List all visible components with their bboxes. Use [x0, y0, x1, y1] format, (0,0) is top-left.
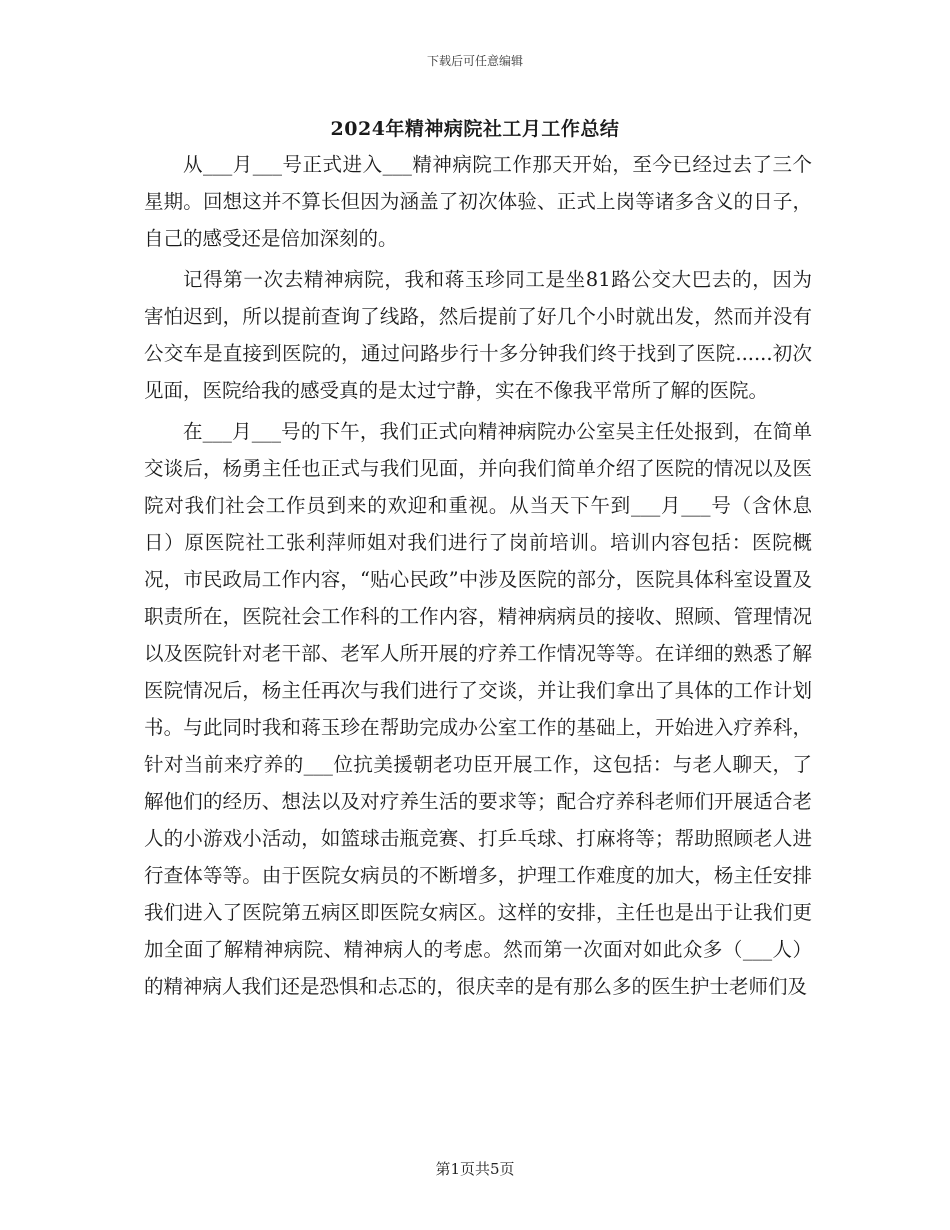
document-title: 2024年精神病院社工月工作总结 [330, 118, 620, 140]
paragraph: 记得第一次去精神病院，我和蒋玉珍同工是坐81路公交大巴去的，因为害怕迟到，所以提前查询了线路，然后提前了好几个小时就出发，然而并没有公交车是直接到医院的，通过问路步行十多分钟我们终于找到了医院......初次见面，医院给我的感受真的是太过宁静，实在不像我平常所了解的医院。 [144, 268, 812, 402]
document-body [144, 146, 812, 1009]
paragraph: 在___月___号的下午，我们正式向精神病院办公室吴主任处报到，在简单交谈后，杨勇主任也正式与我们见面，并向我们简单介绍了医院的情况以及医院对我们社会工作员到来的欢迎和重视。从当天下午到___月___号（含休息日）原医院社工张利萍师姐对我们进行了岗前培训。培训内容包括：医院概况，市民政局工作内容，“贴心民政”中涉及医院的部分，医院具体科室设置及职责所在，医院社会工作科的工作内容，精神病病员的接收、照顾、管理情况以及医院针对老干部、老军人所开展的疗养工作情况等等。在详细的熟悉了解医院情况后，杨主任再次与我们进行了交谈，并让我们拿出了具体的工作计划书。与此同时我和蒋玉珍在帮助完成办公室工作的基础上，开始进入疗养科，针对当前来疗养的___位抗美援朝老功臣开展工作，这包括：与老人聊天，了解他们的经历、想法以及对疗养生活的要求等；配合疗养科老师们开展适合老人的小游戏小活动，如篮球击瓶竞赛、打乒乓球、打麻将等；帮助照顾老人进行查体等等。由于医院女病员的不断增多，护理工作难度的加大，杨主任安排我们进入了医院第五病区即医院女病区。这样的安排，主任也是出于让我们更加全面了解精神病院、精神病人的考虑。然而第一次面对如此众多（___人）的精神病人我们还是恐惧和忐忑的，很庆幸的是有那么多的医生护士老师们及 [144, 420, 812, 998]
page-number: 第1页共5页 [435, 1160, 515, 1178]
header-note: 下载后可任意编辑 [426, 54, 523, 68]
paragraph: 从___月___号正式进入___精神病院工作那天开始，至今已经过去了三个星期。回想这并不算长但因为涵盖了初次体验、正式上岗等诸多含义的日子，自己的感受还是倍加深刻的。 [144, 153, 812, 250]
